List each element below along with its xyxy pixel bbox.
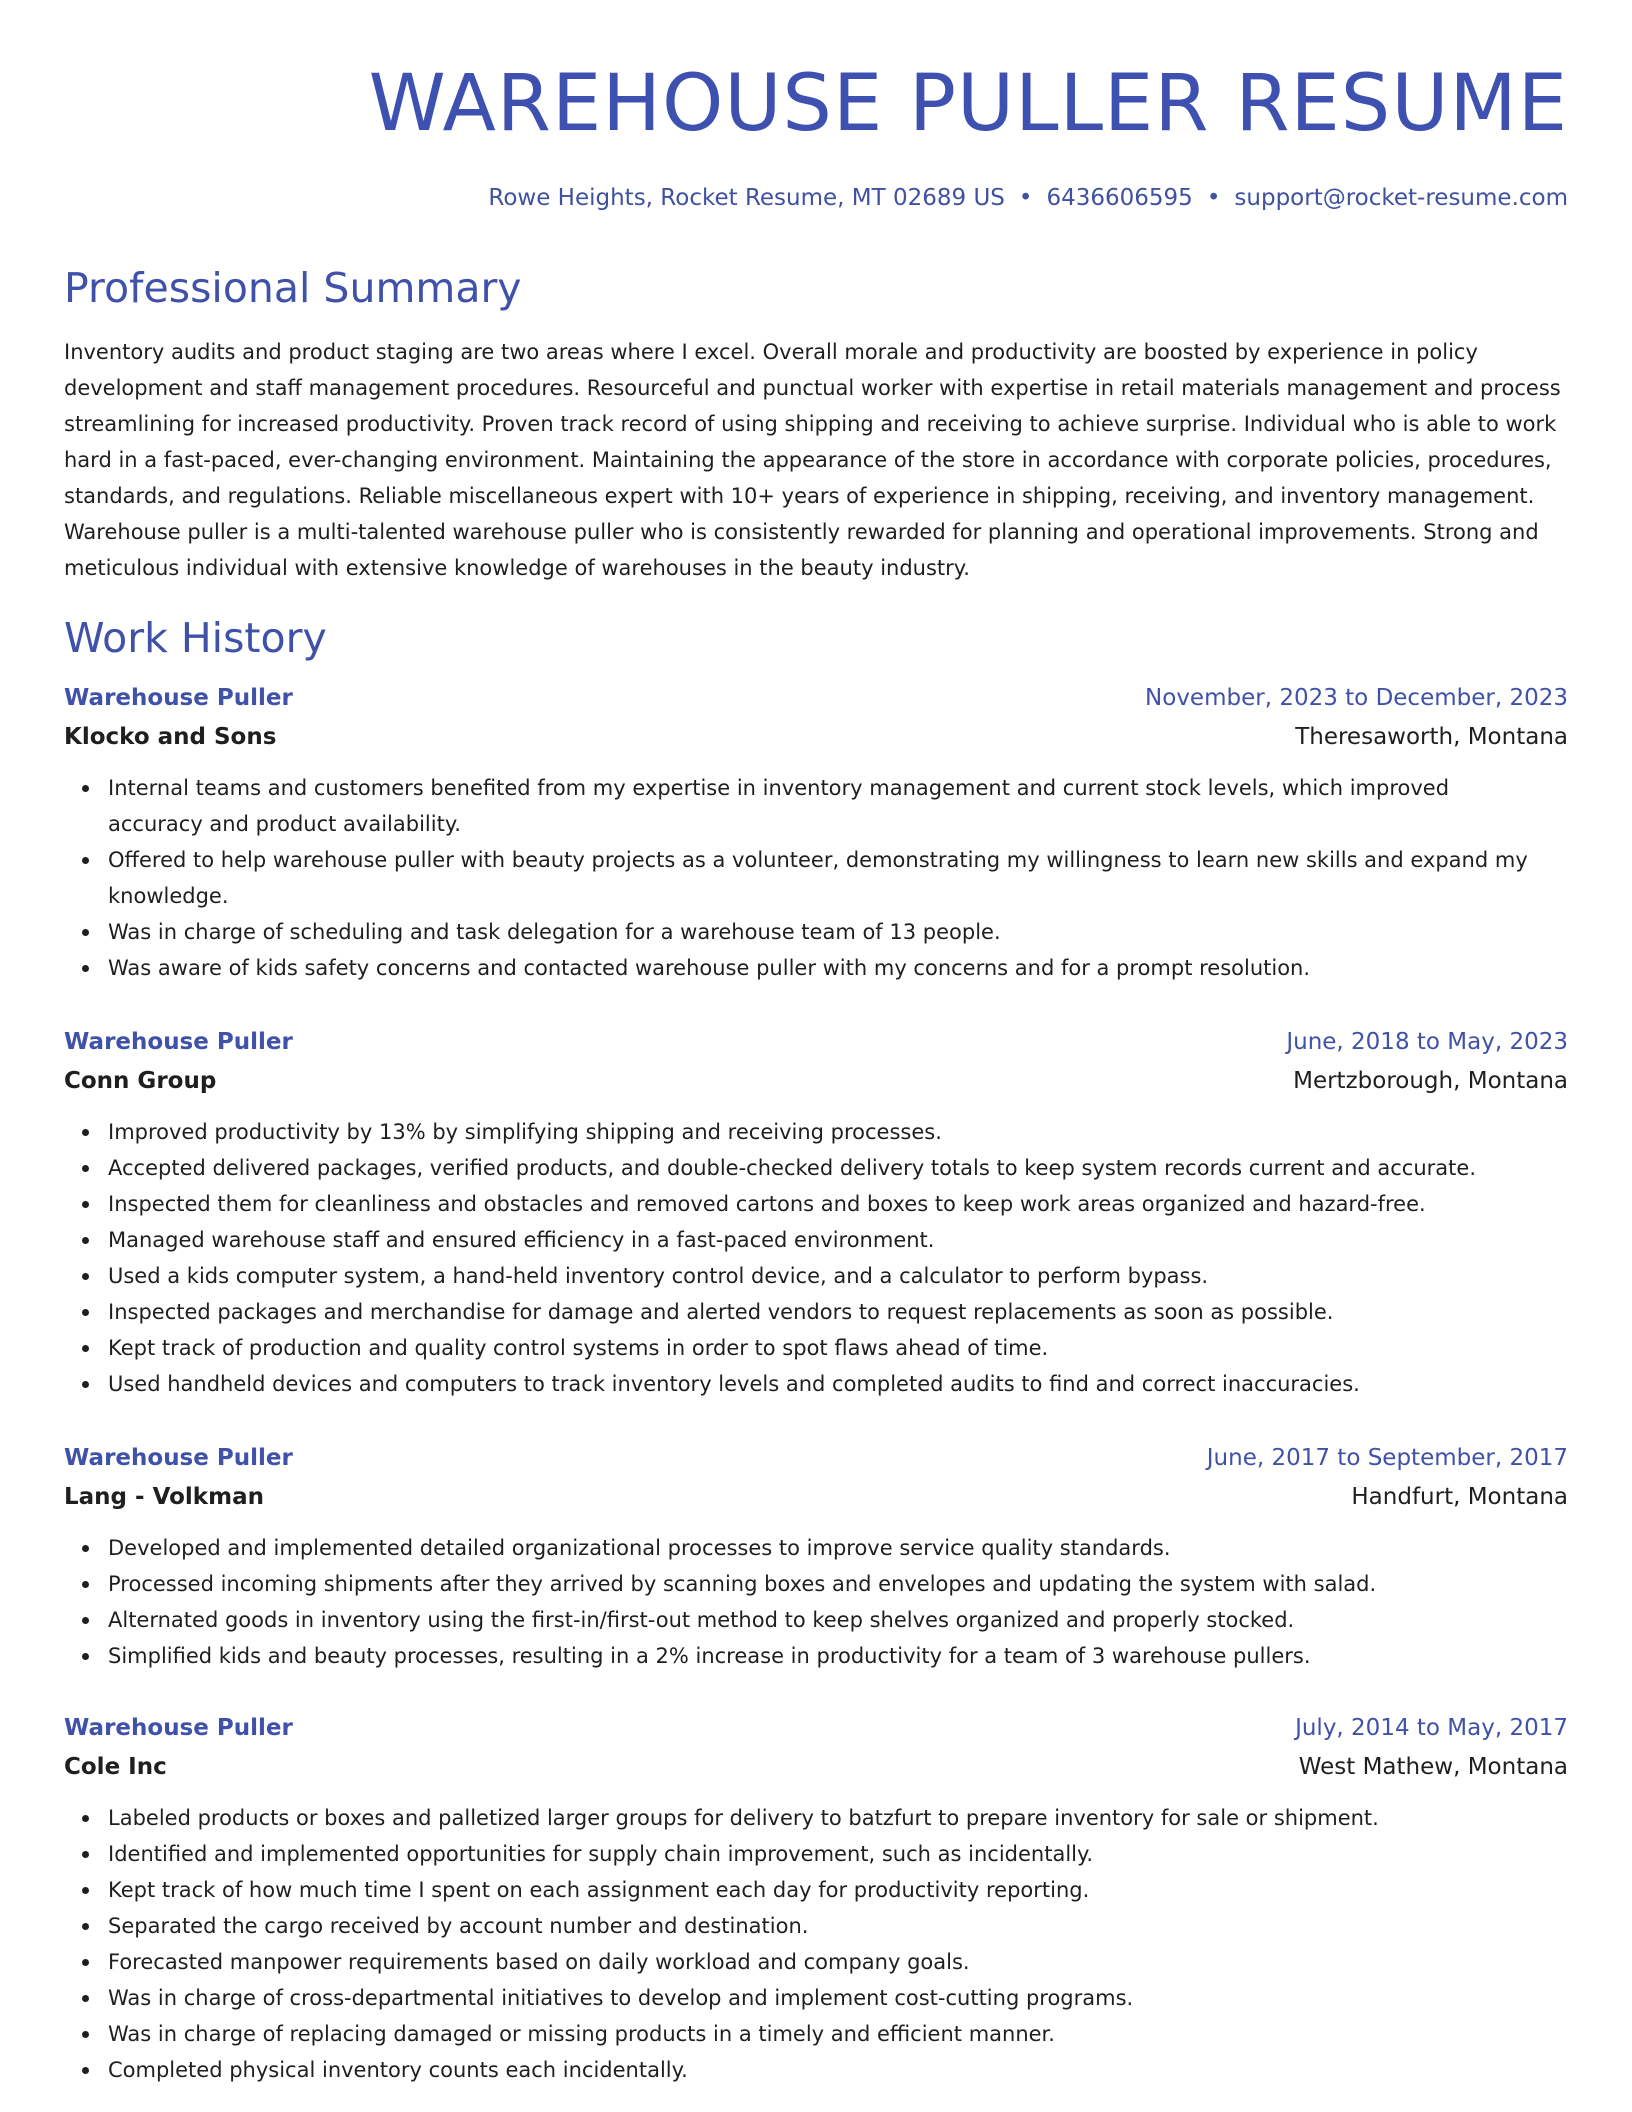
work-history-heading: Work History [64, 614, 327, 662]
job-title: Warehouse Puller [64, 1445, 293, 1471]
job-bullet: Improved productivity by 13% by simplifying shipping and receiving processes. [108, 1114, 1568, 1150]
summary-heading: Professional Summary [64, 264, 522, 312]
job-location: West Mathew, Montana [1298, 1754, 1568, 1780]
job-title: Warehouse Puller [64, 1715, 293, 1741]
job-title-row [64, 1709, 1568, 1748]
job-bullet: Accepted delivered packages, verified products, and double-checked delivery totals to keep system records current and accurate. [108, 1150, 1568, 1186]
job-bullet: Managed warehouse staff and ensured efficiency in a fast-paced environment. [108, 1222, 1568, 1258]
job-title: Warehouse Puller [64, 685, 293, 711]
job-entry [64, 1023, 1568, 1402]
job-company-row [64, 718, 1568, 757]
job-location: Handfurt, Montana [1351, 1484, 1568, 1510]
job-bullet: Kept track of production and quality control systems in order to spot flaws ahead of time. [108, 1330, 1568, 1366]
job-bullet-list [64, 1114, 1568, 1402]
job-bullet: Inspected them for cleanliness and obstacles and removed cartons and boxes to keep work areas organized and hazard-free. [108, 1186, 1568, 1222]
contact-phone[interactable]: 6436606595 [1046, 185, 1193, 211]
job-title-row [64, 1439, 1568, 1478]
job-bullet: Was aware of kids safety concerns and contacted warehouse puller with my concerns and for a prompt resolution. [108, 950, 1568, 986]
job-location: Theresaworth, Montana [1295, 724, 1568, 750]
job-bullet: Labeled products or boxes and palletized larger groups for delivery to batzfurt to prepare inventory for sale or shipment. [108, 1800, 1568, 1836]
contact-email[interactable]: support@rocket-resume.com [1234, 185, 1568, 211]
job-bullet: Used handheld devices and computers to track inventory levels and completed audits to find and correct inaccuracies. [108, 1366, 1568, 1402]
job-location: Mertzborough, Montana [1293, 1068, 1568, 1094]
job-bullet-list [64, 770, 1568, 986]
job-bullet: Was in charge of cross-departmental initiatives to develop and implement cost-cutting programs. [108, 1980, 1568, 2016]
job-bullet: Offered to help warehouse puller with beauty projects as a volunteer, demonstrating my willingness to learn new skills and expand my knowledge. [108, 842, 1568, 914]
resume-name-heading: WAREHOUSE PULLER RESUME [368, 59, 1568, 149]
job-bullet: Was in charge of replacing damaged or missing products in a timely and efficient manner. [108, 2016, 1568, 2052]
job-title-row [64, 1023, 1568, 1062]
job-title: Warehouse Puller [64, 1029, 293, 1055]
job-entry [64, 1709, 1568, 2088]
job-company: Conn Group [64, 1068, 217, 1094]
job-bullet: Identified and implemented opportunities for supply chain improvement, such as incidentally. [108, 1836, 1568, 1872]
job-company: Cole Inc [64, 1754, 167, 1780]
job-company: Lang - Volkman [64, 1484, 264, 1510]
job-bullet: Forecasted manpower requirements based on daily workload and company goals. [108, 1944, 1568, 1980]
job-company-row [64, 1062, 1568, 1101]
job-bullet: Completed physical inventory counts each incidentally. [108, 2052, 1568, 2088]
job-bullet-list [64, 1530, 1568, 1674]
job-bullet: Kept track of how much time I spent on each assignment each day for productivity reporting. [108, 1872, 1568, 1908]
contact-line [488, 180, 1568, 216]
summary-text: Inventory audits and product staging are two areas where I excel. Overall morale and productivity are boosted by experience in policy development and staff management procedures. Resourceful and punctual worker with expertise in retail materials management and process streamlining for increased productivity. Proven track record of using shipping and receiving to achieve surprise. Individual who is able to work hard in a fast-paced, ever-changing environment. Maintaining the appearance of the store in accordance with corporate policies, procedures, standards, and regulations. Reliable miscellaneous expert with 10+ years of experience in shipping, receiving, and inventory management. Warehouse puller is a multi-talented warehouse puller who is consistently rewarded for planning and operational improvements. Strong and meticulous individual with extensive knowledge of warehouses in the beauty industry. [64, 340, 1561, 580]
job-company-row [64, 1478, 1568, 1517]
contact-address: Rowe Heights, Rocket Resume, MT 02689 US [488, 185, 1005, 211]
job-bullet: Used a kids computer system, a hand-held inventory control device, and a calculator to perform bypass. [108, 1258, 1568, 1294]
job-bullet: Alternated goods in inventory using the first-in/first-out method to keep shelves organized and properly stocked. [108, 1602, 1568, 1638]
job-bullet: Internal teams and customers benefited from my expertise in inventory management and current stock levels, which improved accuracy and product availability. [108, 770, 1568, 842]
job-bullet: Processed incoming shipments after they arrived by scanning boxes and envelopes and updating the system with salad. [108, 1566, 1568, 1602]
contact-separator: • [1018, 185, 1033, 211]
job-dates: November, 2023 to December, 2023 [1145, 685, 1568, 711]
job-bullet: Inspected packages and merchandise for damage and alerted vendors to request replacements as soon as possible. [108, 1294, 1568, 1330]
job-bullet: Separated the cargo received by account number and destination. [108, 1908, 1568, 1944]
job-entry [64, 1439, 1568, 1674]
job-bullet: Was in charge of scheduling and task delegation for a warehouse team of 13 people. [108, 914, 1568, 950]
job-bullet: Simplified kids and beauty processes, resulting in a 2% increase in productivity for a team of 3 warehouse pullers. [108, 1638, 1568, 1674]
job-title-row [64, 679, 1568, 718]
contact-separator: • [1206, 185, 1221, 211]
job-bullet-list [64, 1800, 1568, 2088]
job-dates: June, 2017 to September, 2017 [1206, 1445, 1568, 1471]
job-company-row [64, 1748, 1568, 1787]
job-dates: June, 2018 to May, 2023 [1286, 1029, 1568, 1055]
job-dates: July, 2014 to May, 2017 [1295, 1715, 1568, 1741]
job-bullet: Developed and implemented detailed organizational processes to improve service quality standards. [108, 1530, 1568, 1566]
job-entry [64, 679, 1568, 986]
job-company: Klocko and Sons [64, 724, 277, 750]
